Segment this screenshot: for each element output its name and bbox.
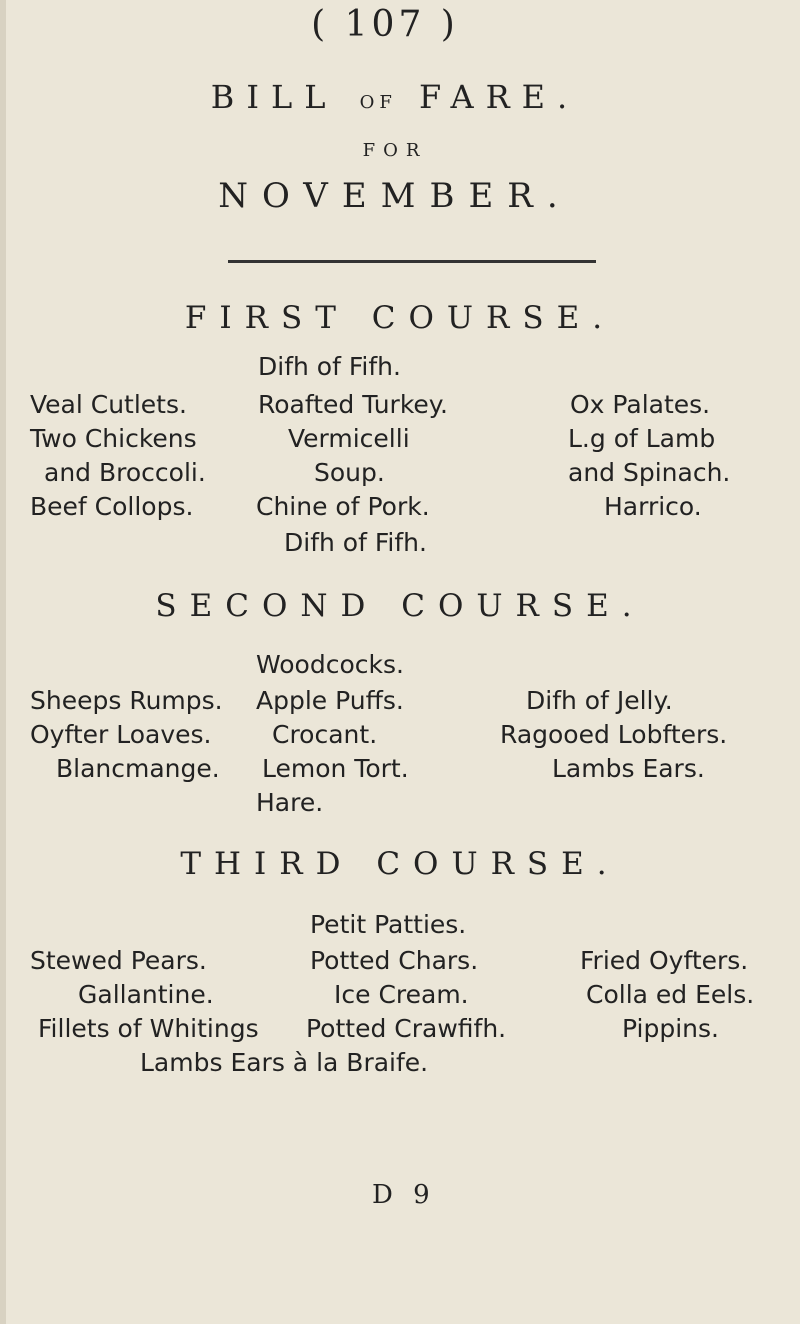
third-course-right-dish: Colla ed Eels. <box>586 980 755 1009</box>
page-number: ( 107 ) <box>311 4 459 45</box>
first-course-left-dish: Beef Collops. <box>30 492 194 521</box>
first-course-right-dish: Ox Palates. <box>570 390 711 419</box>
second-course-bottom-dish: Hare. <box>256 788 324 817</box>
second-course-left-dish: Oyfter Loaves. <box>30 720 212 749</box>
third-course-heading: THIRD COURSE. <box>180 846 620 882</box>
third-course-center-dish: Potted Chars. <box>310 946 479 975</box>
title-fare: FARE. <box>419 78 580 116</box>
second-course-center-dish: Apple Puffs. <box>256 686 404 715</box>
second-course-heading: SECOND COURSE. <box>155 588 645 624</box>
second-course-right-dish: Difh of Jelly. <box>526 686 673 715</box>
third-course-right-dish: Fried Oyfters. <box>580 946 749 975</box>
second-course-center-dish: Crocant. <box>272 720 378 749</box>
title-month: NOVEMBER. <box>218 176 572 216</box>
divider-rule <box>228 260 596 263</box>
catchword-signature: D 9 <box>372 1180 436 1210</box>
third-course-right-dish: Pippins. <box>622 1014 719 1043</box>
first-course-right-dish: Harrico. <box>604 492 702 521</box>
bill-of-fare-title <box>0 78 790 116</box>
third-course-top-dish: Petit Patties. <box>310 910 467 939</box>
first-course-left-dish: Two Chickens <box>30 424 197 453</box>
third-course-bottom-dish: Lambs Ears à la Braife. <box>140 1048 429 1077</box>
first-course-center-dish: Roafted Turkey. <box>258 390 448 419</box>
first-course-top-dish: Difh of Fifh. <box>258 352 401 381</box>
first-course-left-dish: Veal Cutlets. <box>30 390 187 419</box>
third-course-center-dish: Ice Cream. <box>334 980 469 1009</box>
title-bill: BILL <box>210 78 338 116</box>
first-course-heading: FIRST COURSE. <box>184 300 616 336</box>
second-course-left-dish: Blancmange. <box>56 754 220 783</box>
first-course-center-dish: Soup. <box>314 458 385 487</box>
first-course-right-dish: and Spinach. <box>568 458 731 487</box>
third-course-left-dish: Fillets of Whitings <box>38 1014 259 1043</box>
title-for: FOR <box>362 140 428 161</box>
first-course-left-dish: and Broccoli. <box>44 458 206 487</box>
title-of: OF <box>359 92 397 113</box>
first-course-center-dish: Chine of Pork. <box>256 492 430 521</box>
third-course-center-dish: Potted Crawfifh. <box>306 1014 507 1043</box>
first-course-bottom-dish: Difh of Fifh. <box>284 528 427 557</box>
third-course-left-dish: Gallantine. <box>78 980 214 1009</box>
second-course-top-dish: Woodcocks. <box>256 650 404 679</box>
second-course-right-dish: Ragooed Lobfters. <box>500 720 728 749</box>
second-course-right-dish: Lambs Ears. <box>552 754 705 783</box>
first-course-right-dish: L.g of Lamb <box>568 424 716 453</box>
first-course-center-dish: Vermicelli <box>288 424 410 453</box>
third-course-left-dish: Stewed Pears. <box>30 946 207 975</box>
second-course-center-dish: Lemon Tort. <box>262 754 409 783</box>
second-course-left-dish: Sheeps Rumps. <box>30 686 223 715</box>
